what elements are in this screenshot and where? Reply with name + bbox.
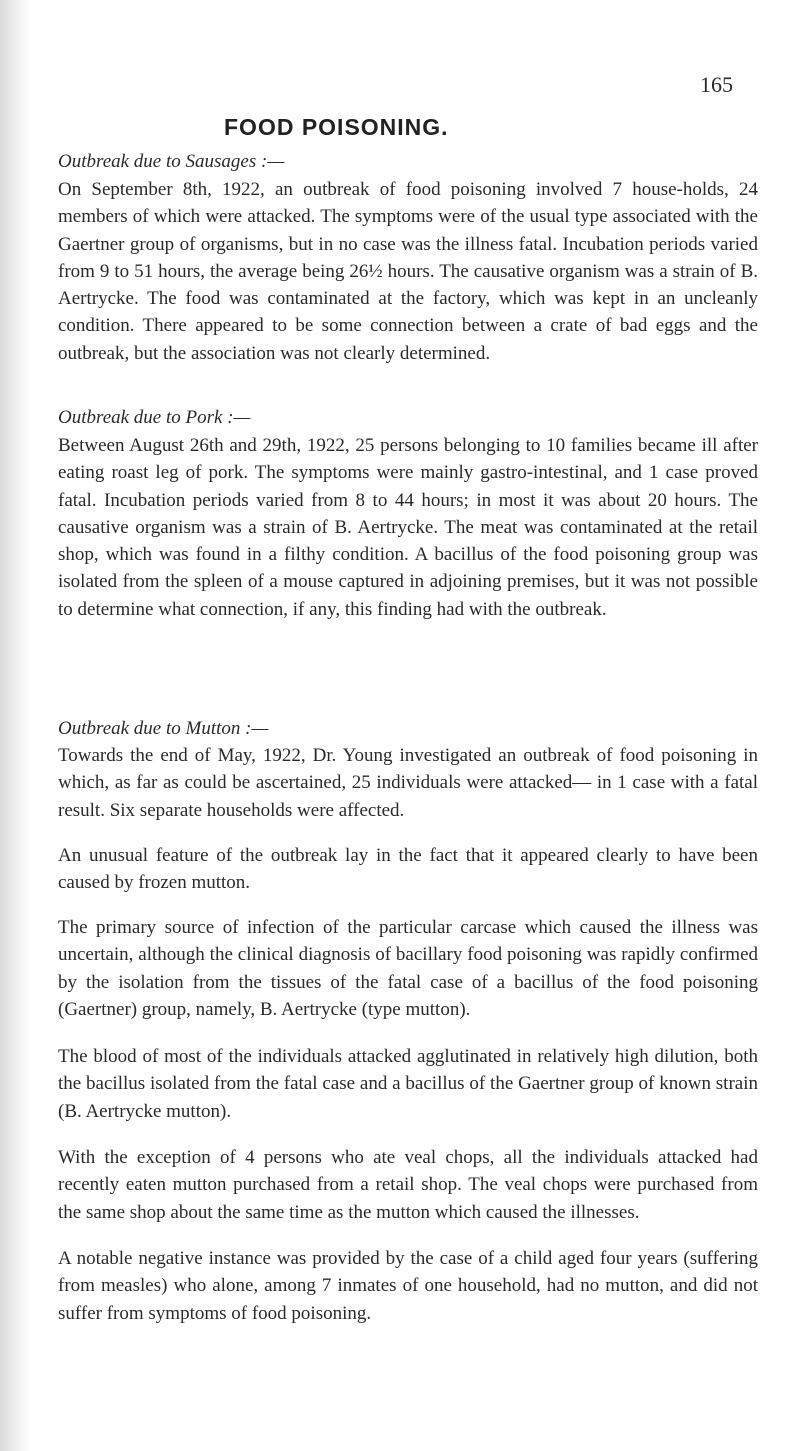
paragraph-sausages: On September 8th, 1922, an outbreak of food poisoning involved 7 house-holds, 24 members of which were attacked. The symptoms were of the usual type associated with the Gaertner group of organisms, but in no case was the illness fatal. Incubation periods varied from 9 to 51 hours, the average being 26½ hours. The causative organism was a strain of B. Aertrycke. The food was contaminated at the factory, which was kept in an uncleanly condition. There appeared to be some connection between a crate of bad eggs and the outbreak, but the association was not clearly determined. [58,179,758,364]
section-heading-pork: Outbreak due to Pork :— [58,407,251,428]
page-title: FOOD POISONING. [224,114,449,140]
paragraph-mutton-5: With the exception of 4 persons who ate veal chops, all the individuals attacked had recently eaten mutton purchased from a retail shop. The veal chops were purchased from the same shop about the same time as the mutton which caused the illnesses. [58,1147,758,1223]
paragraph-mutton-4: The blood of most of the individuals attacked agglutinated in relatively high dilution, both the bacillus isolated from the fatal case and a bacillus of the Gaertner group of known strain (B. Aertrycke mutton). [58,1046,758,1122]
section-heading-mutton: Outbreak due to Mutton :— [58,718,269,739]
paragraph-mutton-2: An unusual feature of the outbreak lay in the fact that it appeared clearly to have been caused by frozen mutton. [58,845,758,894]
paragraph-mutton-1: Towards the end of May, 1922, Dr. Young investigated an outbreak of food poisoning in which, as far as could be ascertained, 25 individuals were attacked— in 1 case with a fatal result. Six separate households were affected. [58,745,758,821]
paragraph-mutton-3: The primary source of infection of the particular carcase which caused the illness was uncertain, although the clinical diagnosis of bacillary food poisoning was rapidly confirmed by the isolation from the tissues of the fatal case of a bacillus of the food poisoning (Gaertner) group, namely, B. Aertrycke (type mutton). [58,917,758,1020]
section-heading-sausages: Outbreak due to Sausages :— [58,151,285,172]
paragraph-mutton-6: A notable negative instance was provided by the case of a child aged four years (suffering from measles) who alone, among 7 inmates of one household, had no mutton, and did not suffer from symptoms of food poisoning. [58,1248,758,1324]
page-binding-shadow [0,0,30,1451]
paragraph-pork: Between August 26th and 29th, 1922, 25 persons belonging to 10 families became ill after eating roast leg of pork. The symptoms were mainly gastro-intestinal, and 1 case proved fatal. Incubation periods varied from 8 to 44 hours; in most it was about 20 hours. The causative organism was a strain of B. Aertrycke. The meat was contaminated at the retail shop, which was found in a filthy condition. A bacillus of the food poisoning group was isolated from the spleen of a mouse captured in adjoining premises, but it was not possible to determine what connection, if any, this finding had with the outbreak. [58,435,758,620]
page-number: 165 [700,72,733,97]
